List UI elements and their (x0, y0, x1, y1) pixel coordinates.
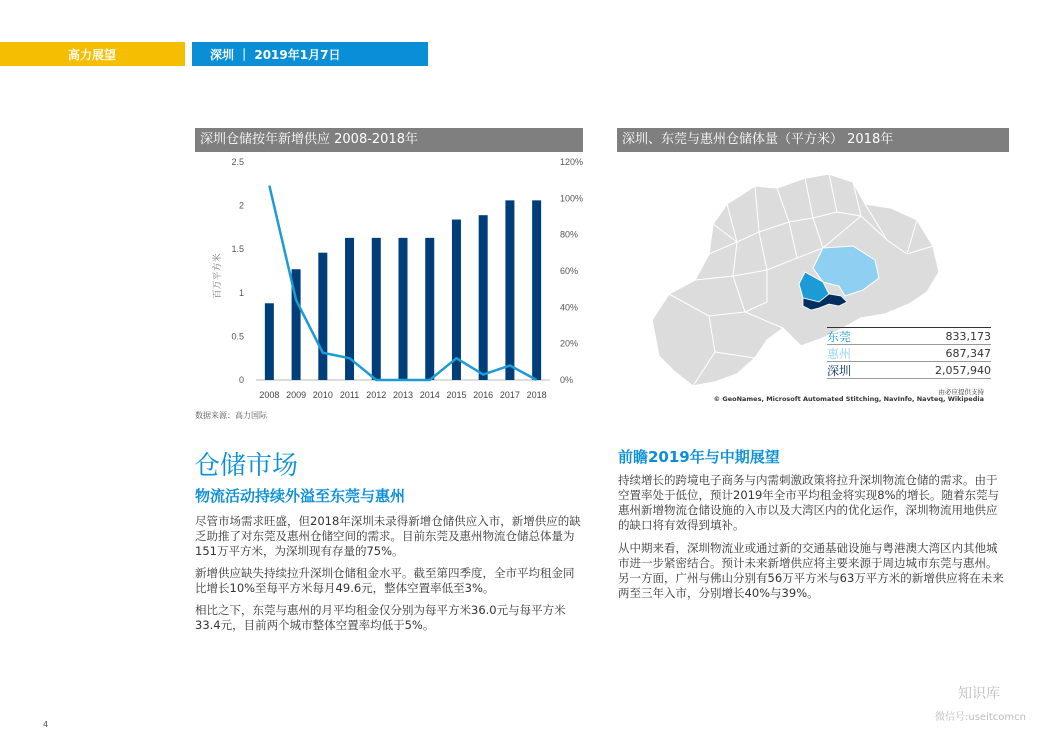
map-panel-title: 深圳、东莞与惠州仓储体量（平方米） 2018年 (617, 128, 1009, 152)
watermark-title: 知识库 (958, 686, 1000, 702)
legend-value: 687,347 (945, 346, 991, 360)
section-title: 仓储市场 (194, 451, 299, 481)
bar-2012 (372, 238, 381, 380)
x-tick-label: 2016 (473, 390, 494, 400)
y2-tick-label: 20% (560, 338, 579, 349)
y-tick-label: 2 (238, 200, 244, 211)
supply-chart (195, 152, 590, 407)
x-tick-label: 2015 (446, 390, 467, 400)
legend-row-dongguan (827, 327, 991, 344)
bar-2014 (425, 238, 434, 380)
legend-row-shenzhen (827, 361, 991, 379)
x-tick-label: 2010 (312, 390, 333, 400)
y2-tick-label: 80% (560, 229, 579, 240)
legend-value: 2,057,940 (935, 363, 991, 377)
watermark-account: 微信号:useitcomcn (935, 712, 1026, 723)
x-tick-label: 2012 (366, 390, 387, 400)
page-number: 4 (43, 720, 49, 729)
x-tick-label: 2009 (286, 390, 307, 400)
outlook-title: 前瞻2019年与中期展望 (618, 448, 780, 466)
legend-name: 深圳 (827, 363, 852, 378)
section-paragraph: 尽管市场需求旺盛，但2018年深圳未录得新增仓储供应入市，新增供应的缺乏助推了对东莞及惠州仓储空间的需求。目前东莞及惠州物流仓储总体量为151万平方米，为深圳现有存量的75%。 (195, 514, 581, 558)
bar-2017 (505, 200, 514, 380)
x-tick-label: 2017 (499, 390, 520, 400)
section-subhead: 物流活动持续外溢至东莞与惠州 (195, 487, 406, 505)
y2-tick-label: 40% (560, 302, 579, 313)
bar-2015 (452, 220, 461, 380)
section-paragraph: 相比之下，东莞与惠州的月平均租金仅分别为每平方米36.0元与每平方米33.4元，目前两个城市整体空置率均低于5%。 (195, 603, 566, 632)
x-tick-label: 2013 (392, 390, 414, 400)
brand-label: 高力展望 (68, 48, 117, 62)
bar-2018 (532, 200, 541, 380)
location-date-label: 深圳 ｜ 2019年1月7日 (210, 48, 341, 62)
map-credit-sources: © GeoNames, Microsoft Automated Stitching, NavInfo, Navteq, Wikipedia (713, 395, 984, 403)
y2-tick-label: 0% (560, 375, 574, 385)
y2-tick-label: 100% (560, 193, 584, 204)
outlook-paragraph: 持续增长的跨境电子商务与内需刺激政策将拉升深圳物流仓储的需求。由于空置率处于低位，预计2019年全市平均租金将实现8%的增长。随着东莞与惠州新增物流仓储设施的入市以及大湾区内的优化运作，深圳物流用地供应的缺口将有效得到填补。 (618, 473, 1000, 532)
map-legend (827, 327, 991, 379)
section-paragraph: 新增供应缺失持续拉升深圳仓储租金水平。截至第四季度，全市平均租金同比增长10%至每平方米每月49.6元，整体空置率低至3%。 (195, 566, 575, 595)
x-tick-label: 2018 (526, 390, 547, 400)
legend-row-huizhou (827, 344, 991, 361)
bar-2016 (479, 215, 488, 380)
location-date-banner (192, 42, 428, 66)
chart-panel-title: 深圳仓储按年新增供应 2008-2018年 (195, 128, 583, 152)
y-axis-label: 百万平方米 (213, 253, 223, 299)
bar-2013 (399, 238, 408, 380)
chart-source: 数据来源：高力国际 (195, 411, 267, 420)
bar-2008 (265, 303, 274, 380)
x-tick-label: 2014 (419, 390, 440, 400)
legend-name: 东莞 (827, 329, 852, 344)
y-tick-label: 1.5 (231, 244, 244, 255)
x-tick-label: 2008 (259, 390, 280, 400)
y-tick-label: 2.5 (231, 157, 244, 167)
outlook-paragraph: 从中期来看，深圳物流业或通过新的交通基础设施与粤港澳大湾区内其他城市进一步紧密结合。预计未来新增供应将主要来源于周边城市东莞与惠州。另一方面，广州与佛山分别有56万平方米与63万平方米的新增供应将在未来两至三年入市，分别增长40%与39%。 (618, 541, 1004, 600)
brand-banner (0, 42, 185, 66)
y2-tick-label: 120% (560, 157, 584, 167)
x-tick-label: 2011 (339, 390, 360, 400)
map-credit-provider: 由必应提供支持 (938, 388, 984, 396)
y2-tick-label: 60% (560, 266, 579, 276)
y-tick-label: 0.5 (231, 331, 244, 342)
legend-value: 833,173 (945, 329, 991, 343)
y-tick-label: 0 (238, 375, 244, 385)
bar-2010 (318, 253, 327, 380)
y-tick-label: 1 (238, 287, 244, 298)
legend-name: 惠州 (827, 346, 852, 361)
